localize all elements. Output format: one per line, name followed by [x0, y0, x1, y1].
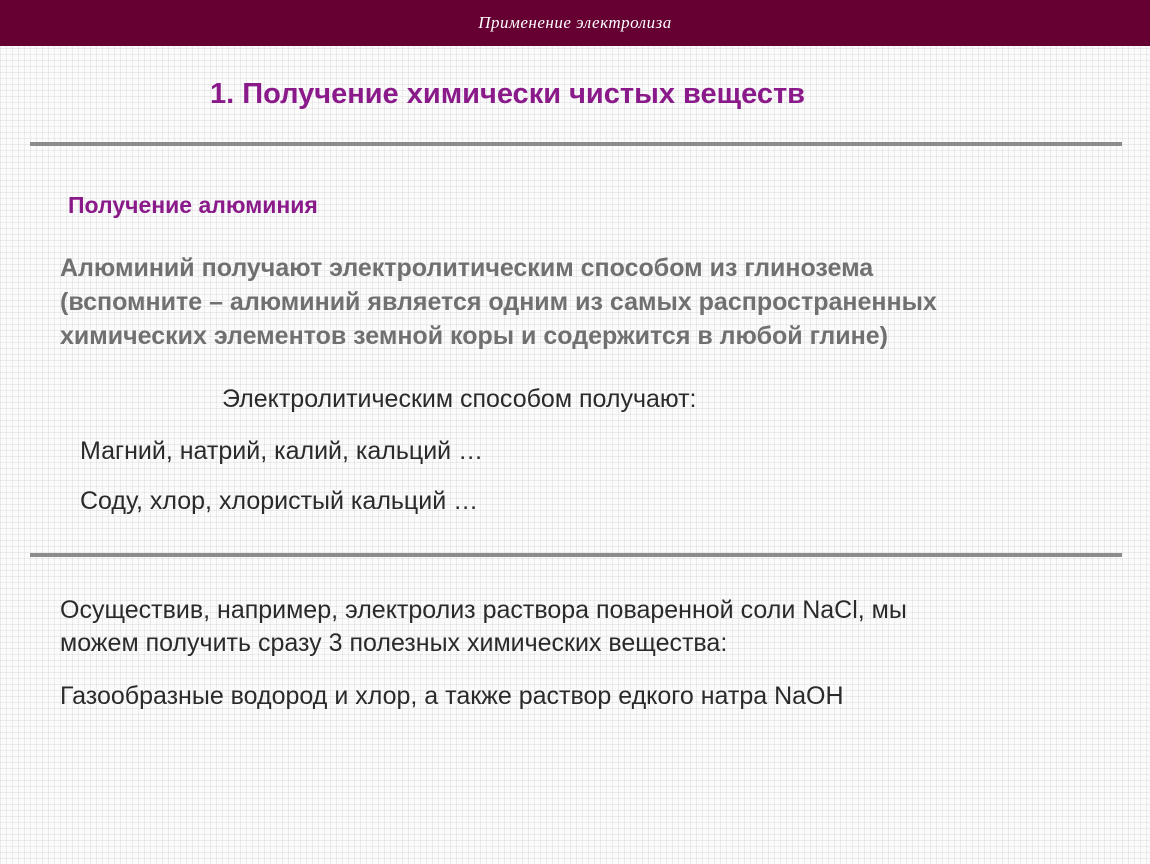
aluminium-paragraph: Алюминий получают электролитическим способом из глинозема (вспомните – алюминий является одним из самых распространенных химических элементов земной коры и содержится в любой глине)	[60, 254, 937, 350]
metals-line: Магний, натрий, калий, кальций …	[80, 437, 484, 465]
electrolysis-paragraph: Осуществив, например, электролиз раствора поваренной соли NaCl, мы можем получить сразу 3 полезных химических вещества:	[60, 596, 907, 657]
middle-divider	[30, 553, 1122, 557]
electrolytic-intro: Электролитическим способом получают:	[222, 385, 697, 413]
compounds-line: Соду, хлор, хлористый кальций …	[80, 487, 479, 515]
slide-header-title: Применение электролиза	[478, 13, 672, 32]
main-heading: 1. Получение химически чистых веществ	[210, 78, 805, 110]
top-divider	[30, 142, 1122, 146]
header-bar	[0, 0, 1150, 46]
section-heading: Получение алюминия	[68, 192, 318, 218]
products-line: Газообразные водород и хлор, а также раствор едкого натра NaOH	[60, 682, 844, 710]
